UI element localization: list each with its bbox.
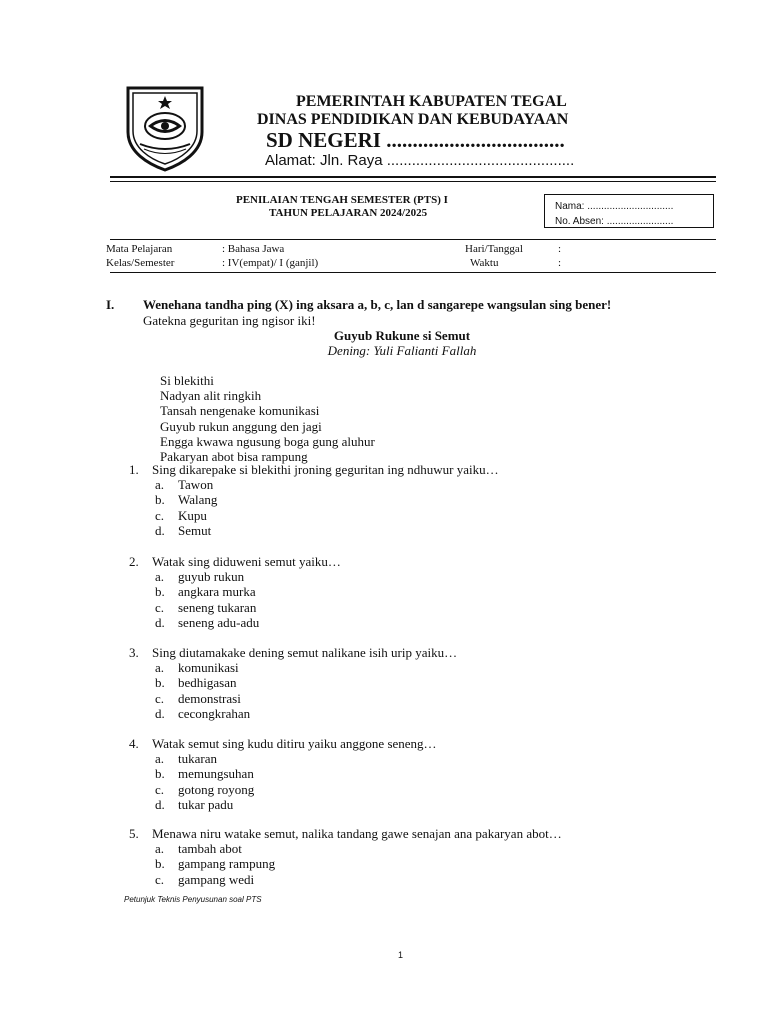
option-letter[interactable]: d. [155, 614, 165, 630]
option-text[interactable]: komunikasi [178, 660, 239, 676]
subject-value: : Bahasa Jawa [222, 243, 285, 255]
poem-line: Engga kwawa ngusung boga gung aluhur [160, 433, 375, 449]
poem-title: Guyub Rukune si Semut [333, 328, 471, 343]
header-rule-thin [110, 181, 716, 182]
footer-note: Petunjuk Teknis Penyusunan soal PTS [124, 895, 262, 904]
option-text[interactable]: memungsuhan [178, 766, 254, 782]
option-text[interactable]: tukaran [178, 751, 217, 767]
header-line-1: PEMERINTAH KABUPATEN TEGAL [296, 93, 567, 110]
option-letter[interactable]: b. [155, 492, 165, 508]
school-name: SD NEGERI .................................. [266, 128, 565, 152]
option-letter[interactable]: a. [155, 841, 165, 857]
option-text[interactable]: cecongkrahan [178, 705, 251, 721]
section-intro: Gatekna geguritan ing ngisor iki! [143, 313, 316, 328]
option-text[interactable]: tambah abot [178, 841, 242, 857]
poem-line: Guyub rukun anggung den jagi [160, 418, 322, 434]
question-number: 4. [129, 736, 139, 751]
class-value: : IV(empat)/ I (ganjil) [222, 257, 319, 269]
regency-logo [120, 82, 210, 172]
option-text[interactable]: guyub rukun [178, 569, 245, 585]
school-address: Alamat: Jln. Raya ............................................. [265, 152, 575, 169]
option-letter[interactable]: a. [155, 751, 165, 767]
option-text[interactable]: Semut [178, 522, 212, 538]
option-text[interactable]: demonstrasi [178, 690, 241, 706]
header-line-2: DINAS PENDIDIKAN DAN KEBUDAYAAN [257, 111, 569, 128]
option-letter[interactable]: a. [155, 477, 165, 493]
question-text: Menawa niru watake semut, nalika tandang gawe senajan ana pakaryan abot… [152, 826, 562, 841]
student-id-box [544, 194, 714, 228]
option-letter[interactable]: c. [155, 781, 165, 797]
poem-author: Dening: Yuli Falianti Fallah [327, 343, 477, 358]
class-label: Kelas/Semester [106, 257, 175, 269]
exam-title: PENILAIAN TENGAH SEMESTER (PTS) I [236, 194, 448, 206]
option-text[interactable]: Kupu [178, 507, 207, 523]
question-number: 1. [129, 462, 139, 477]
option-text[interactable]: gotong royong [178, 781, 255, 797]
option-text[interactable]: gampang rampung [178, 856, 276, 872]
option-letter[interactable]: a. [155, 660, 165, 676]
option-letter[interactable]: b. [155, 675, 165, 691]
option-letter[interactable]: c. [155, 507, 165, 523]
question-number: 3. [129, 645, 139, 660]
subject-label: Mata Pelajaran [106, 243, 173, 255]
option-text[interactable]: Walang [178, 492, 218, 508]
info-rule-top [110, 239, 716, 240]
poem-line: Si blekithi [160, 373, 214, 388]
option-text[interactable]: seneng adu-adu [178, 614, 260, 630]
time-label: Waktu [470, 257, 499, 269]
poem-body [160, 373, 375, 464]
info-rule-bottom [110, 272, 716, 273]
section-instruction: Wenehana tandha ping (X) ing aksara a, b, c, lan d sangarepe wangsulan sing bener! [143, 297, 612, 312]
section-number: I. [106, 297, 115, 312]
option-text[interactable]: gampang wedi [178, 871, 255, 887]
question-number: 5. [129, 826, 139, 841]
question-text: Sing dikarepake si blekithi jroning geguritan ing ndhuwur yaiku… [152, 462, 499, 477]
option-text[interactable]: angkara murka [178, 584, 256, 600]
date-label: Hari/Tanggal [465, 243, 523, 255]
option-letter[interactable]: c. [155, 599, 165, 615]
option-letter[interactable]: b. [155, 584, 165, 600]
time-value: : [558, 257, 562, 269]
option-letter[interactable]: d. [155, 522, 165, 538]
option-letter[interactable]: c. [155, 690, 165, 706]
option-letter[interactable]: c. [155, 871, 165, 887]
exam-year: TAHUN PELAJARAN 2024/2025 [269, 207, 428, 219]
option-text[interactable]: tukar padu [178, 796, 234, 812]
question-text: Watak semut sing kudu ditiru yaiku anggone seneng… [152, 736, 437, 751]
option-letter[interactable]: a. [155, 569, 165, 585]
question-number: 2. [129, 554, 139, 569]
poem-line: Nadyan alit ringkih [160, 388, 262, 404]
option-letter[interactable]: b. [155, 856, 165, 872]
date-value: : [558, 243, 562, 255]
poem-line: Tansah nengenake komunikasi [160, 403, 320, 419]
option-text[interactable]: Tawon [178, 477, 214, 493]
name-field: Nama: ............................... [555, 201, 674, 212]
question-text: Watak sing diduweni semut yaiku… [152, 554, 341, 569]
option-letter[interactable]: b. [155, 766, 165, 782]
option-letter[interactable]: d. [155, 705, 165, 721]
absen-field: No. Absen: ........................ [555, 216, 674, 227]
question-text: Sing diutamakake dening semut nalikane isih urip yaiku… [152, 645, 458, 660]
poem-line: Pakaryan abot bisa rampung [160, 449, 308, 465]
option-letter[interactable]: d. [155, 796, 165, 812]
option-text[interactable]: bedhigasan [178, 675, 237, 691]
option-text[interactable]: seneng tukaran [178, 599, 257, 615]
page-number: 1 [398, 950, 404, 960]
header-rule-thick [110, 176, 716, 178]
